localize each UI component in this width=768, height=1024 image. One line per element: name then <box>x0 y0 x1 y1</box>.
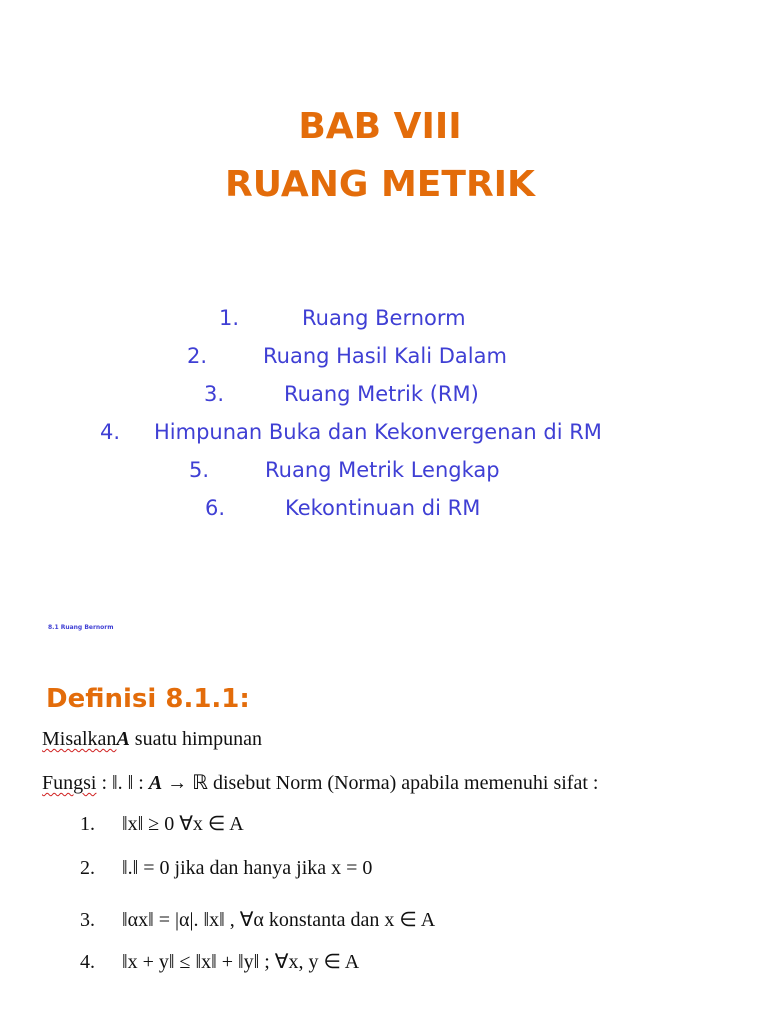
toc-item-number: 1. <box>219 306 240 330</box>
toc-item-number: 3. <box>204 382 225 406</box>
section-caption: 8.1 Ruang Bernorm <box>48 624 114 631</box>
spellcheck-word: Misalkan <box>42 728 117 750</box>
property-formula: ‖x‖ ≥ 0 ∀x ∈ A <box>122 813 244 835</box>
toc-item-label: Ruang Hasil Kali Dalam <box>263 344 507 368</box>
toc-item-label: Kekontinuan di RM <box>285 496 481 520</box>
math-variable: A <box>116 728 130 750</box>
chapter-number: BAB VIII <box>298 106 462 147</box>
norm-property <box>80 907 435 932</box>
toc-item-number: 6. <box>205 496 226 520</box>
definition-line-2 <box>42 770 598 795</box>
chapter-name: RUANG METRIK <box>225 164 535 205</box>
property-formula: ‖x + y‖ ≤ ‖x‖ + ‖y‖ ; ∀x, y ∈ A <box>122 951 360 973</box>
norm-property <box>80 949 359 974</box>
toc-item-label: Ruang Bernorm <box>302 306 466 330</box>
norm-property <box>80 811 244 836</box>
toc-item-number: 2. <box>187 344 208 368</box>
math-variable: A <box>148 772 163 794</box>
property-number: 3. <box>80 909 95 931</box>
property-number: 2. <box>80 857 95 879</box>
toc-item-label: Ruang Metrik Lengkap <box>265 458 500 482</box>
toc-item-label: Ruang Metrik (RM) <box>284 382 479 406</box>
chapter-title <box>0 98 760 214</box>
toc-item-number: 5. <box>189 458 210 482</box>
spellcheck-word: Fungsi <box>42 772 97 794</box>
property-formula: ‖αx‖ = |α|. ‖x‖ , ∀α konstanta dan x ∈ A <box>122 909 436 931</box>
toc-item-number: 4. <box>100 420 121 444</box>
definition-heading: Definisi 8.1.1: <box>46 684 250 714</box>
norm-property <box>80 857 372 880</box>
toc-item-label: Himpunan Buka dan Kekonvergenan di RM <box>154 420 602 444</box>
definition-line-1 <box>42 728 262 751</box>
property-number: 4. <box>80 951 95 973</box>
definition-text: suatu himpunan <box>129 728 262 750</box>
definition-text: → ℝ disebut Norm (Norma) apabila memenuhi sifat : <box>162 772 599 794</box>
property-formula: ‖.‖ = 0 jika dan hanya jika x = 0 <box>122 857 373 879</box>
definition-text: : ‖. ‖ : <box>96 772 149 794</box>
property-number: 1. <box>80 813 95 835</box>
